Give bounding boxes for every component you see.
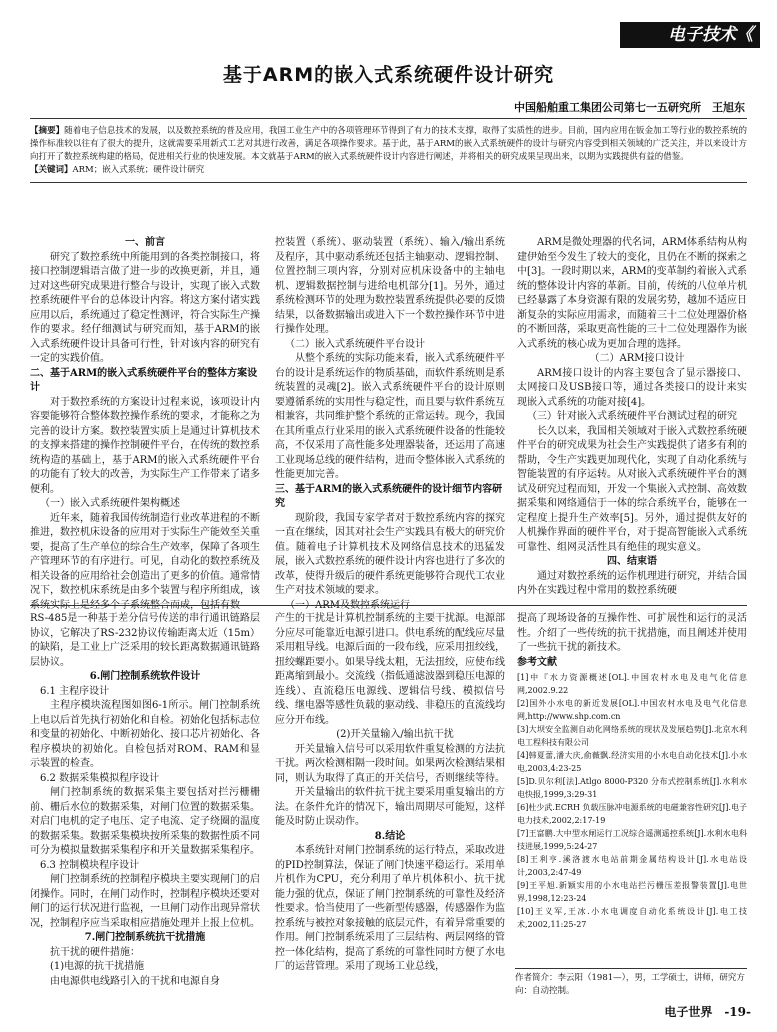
section-divider [30,605,747,606]
paragraph: 提高了现场设备的互操作性、可扩展性和运行的灵活性。介绍了一些传统的抗干扰措施，而且阐述并使用了一些抗干扰的新技术。 [517,613,747,653]
paragraph: 产生的干扰是计算机控制系统的主要干扰源。电源部分应尽可能靠近电源引进口。供电系统的配线应尽量采用粗导线。电源后面的一段布线，应采用扭绞线，扭绞螺距要小。如果导线太粗，无法扭绞，应使布线距离缩到最小。交流线（指低通滤波器到稳压电源的连线）、直流稳压电源线、逻辑信号线、模拟信号线、继电器等感性负载的驱动线、非稳压的直流线均应分开布线。 [275,613,505,726]
subsection-heading: 6.3 控制模块程序设计 [40,859,140,871]
reference-item: [2]国外小水电的新近发展[OL].中国农村水电及电气化信息网,http://www.shp.com.cn [517,698,747,721]
subsection-heading: 6.2 数据采集模拟程序设计 [40,772,160,784]
column-6 [517,612,747,931]
paragraph: ARM接口设计的内容主要包含了显示器接口、太网接口及USB接口等，通过各类接口的设计来实现嵌入式系统的功能对接[4]。 [517,367,747,408]
subsection-heading: （一）嵌入式系统硬件架构概述 [40,498,180,509]
reference-item: [4]韩夏蕾,潘大庆,俞薇飘.经济实用的小水电自动化技术[J].小水电,2003,4:23-25 [517,750,747,773]
section-heading: 四、结束语 [607,556,657,567]
column-4 [30,612,260,989]
article-byline: 中国船舶重工集团公司第七一五研究所 王旭东 [514,101,745,114]
subsection-heading: (2)开关量输入/输出抗干扰 [336,729,454,740]
paragraph: 研究了数控系统中所能用到的各类控制接口，将接口控制逻辑语言做了进一步的改换更新，并且，通过对这些研究成果进行整合与设计，实现了嵌入式数控系统硬件平台的总体设计内容。将这方案付诸实践应用以后，系统通过了稳定性测评，符合实际生产操作的要求。经仔细测试与研究而知，基于ARM的嵌入式系统硬件设计具备可行性，针对该内容的研究有一定的实践价值。 [30,251,260,364]
page-footer: 电子世界 -19- [664,1005,751,1019]
section-heading: 6.闸门控制系统软件设计 [89,671,201,682]
subsection-heading: 6.1 主程序设计 [40,685,110,697]
section-heading: 三、基于ARM的嵌入式系统硬件的设计细节内容研究 [275,483,503,509]
paragraph: 现阶段，我国专家学者对于数控系统内容的探究一直在继续，因其对社会生产实践具有极大的研究价值。随着电子计算机技术及网络信息技术的迅猛发展，嵌入式数控系统的硬件设计内容也进行了多次的改革，使得升级后的硬件系统更能够符合现代工农业生产对技术领域的要求。 [275,512,505,596]
reference-item: [8]王利亨.溪洛渡水电站前期金属结构设计[J].水电站设计,2003,2:47-49 [517,854,747,877]
author-note: 作者简介：李云阳（1981—），男，工学硕士，讲师，研究方向：自动控制。 [515,968,747,998]
column-3 [517,236,747,599]
paragraph: 控装置（系统）、驱动装置（系统）、输入/输出系统及程序，其中驱动系统还包括主轴驱动、逻辑控制、位置控制三项内容，分别对应机床设备中的主轴电机、逻辑数据控制与进给电机部分[1]。另外，通过系统检测环节的处理为数控装置系统提供必要的反馈结果，以备数据输出或进入下一个数控操作环节中进行操作处理。 [275,237,505,335]
abstract-text: 随着电子信息技术的发展，以及数控系统的普及应用，我国工业生产中的各项管理环节得到了有力的技术支撑，取得了实质性的进步。目前，国内应用在钣金加工等行业的数控系统的操作标准较以往有了很大的提升，这就需要采用新式工艺对其进行改善，满足各项操作要求。基于此，基于ARM的嵌入式系统硬件的设计与研究内容受到相关领域的广泛关注，并以来设计方向打开了数控系统构建的格局，促进相关行业的快速发展。本文就基于ARM的嵌入式系统硬件设计内容进行阐述，并将相关的研究成果呈现出来，以期为实践提供有益的借鉴。 [30,126,747,162]
section-heading: 二、基于ARM的嵌入式系统硬件平台的整体方案设计 [30,367,258,393]
paragraph: 抗干扰的硬件措施： [50,946,140,958]
paragraph: 从整个系统的实际功能来看，嵌入式系统硬件平台的设计是系统运作的物质基础，而软件系统则是系统装置的灵魂[2]。嵌入式系统硬件平台的设计原则要遵循系统的实用性与稳定性，而且要与软件系统互相兼容，共同维护整个系统的正常运转。现今，我国在其所重点行业采用的嵌入式系统硬件设备的性能较高，不仅采用了高性能多处理器装备，还运用了高速工业现场总线的硬件结构，进而令整体嵌入式系统的性能更加完善。 [275,353,505,480]
subsection-heading: （二）ARM接口设计 [589,353,685,364]
paragraph: 本系统针对闸门控制系统的运行特点，采取改进的PID控制算法，保证了闸门快速平稳运行。采用单片机作为CPU，充分利用了单片机体积小、抗干扰能力强的优点，保证了闸门控制系统的可靠性及经济性要求。恰当使用了一些新型传感器，传感器作为监控系统与被控对象接触的底层元件，有着异常重要的作用。闸门控制系统采用了三层结构、两层网络的管控一体化结构，提高了系统的可靠性同时方便了水电厂的运营管理。采用了现场工业总线， [275,845,505,972]
section-heading: 7.闸门控制系统抗干扰措施 [84,932,206,943]
paragraph: 长久以来，我国相关领域对于嵌入式数控系统硬件平台的研究成果为社会生产实践提供了诸多有利的帮助，令生产实践更加现代化，实现了自动化系统与智能装置的有序运转。从对嵌入式系统硬件平台的测试及研究过程而知，开发一个集嵌入式控制、高效数据采集和网络通信于一体的综合系统平台，能够在一定程度上提升生产效率[5]。另外，通过提供友好的人机操作界面的硬件平台，对于提高智能嵌入式系统可靠性、组网灵活性具有绝佳的现实意义。 [517,425,747,553]
paragraph: ARM是微处理器的代名词，ARM体系结构从构建伊始至今发生了较大的变化，且仍在不断的探索之中[3]。一段时期以来，ARM的变革制约着嵌入式系统的整体设计内容的革新。目前，传统的八位单片机已经暴露了本身资源有限的发展劣势，越加不适应日渐复杂的实际应用需求，而随着三十二位处理器价格的不断回落，采取更高性能的三十二位处理器作为嵌入式系统的核心成为更加合理的选择。 [517,237,747,350]
paragraph: 开关量输入信号可以采用软件重复检测的方法抗干扰。两次检测相隔一段时间。如果两次检测结果相同，则认为取得了真正的开关信号，否则继续等待。 [275,743,505,784]
references [517,656,747,931]
reference-item: [5]D.贝尔利[法].Atlgo 8000-P320 分布式控制系统[J].水利水电快报,1999,3:29-31 [517,776,747,799]
paragraph: 近年来，随着我国传统制造行业改革进程的不断推进，数控机床设备的应用对于实际生产能效至关重要，提高了生产单位的综合生产效率，保障了各项生产管理环节的有序进行。可见，自动化的数控系统及相关设备的应用给社会创造出了更多的价值。通常情况下，数控机床系统是由多个装置与程序所组成，该系统实际上是经多个子系统整合而成，包括有数 [30,512,260,611]
paragraph: 由电源供电线路引入的干扰和电源自身 [50,975,220,987]
paragraph: 闸门控制系统的控制程序模块主要实现闸门的启闭操作。同时，在闸门动作时，控制程序模块还要对闸门的运行状况进行监视，一旦闸门动作出现异常状况，控制程序应当采取相应措施处理并上报上位机。 [30,874,260,929]
keywords-text: ARM；嵌入式系统；硬件设计研究 [72,165,205,175]
paragraph: (1)电源的抗干扰措施 [50,961,145,972]
paragraph: RS-485是一种基于差分信号传送的串行通讯链路层协议，它解决了RS-232协议传输距离太近（15m）的缺陷，是工业上广泛采用的较长距离数据通讯链路层协议。 [30,613,260,668]
reference-item: [6]杜少武.ECRH 负载压脉冲电源系统的电磁兼容性研究[J].电子电力技术,2002,2:17-19 [517,802,747,825]
abstract [30,118,747,183]
column-1 [30,236,260,613]
references-title: 参考文献 [517,656,557,668]
reference-item: [9]王平旭.新颖实用的小水电站拦污栅压差报警装置[J].电世界,1998,12:23-24 [517,880,747,903]
article-title: 基于ARM的嵌入式系统硬件设计研究 [222,64,555,86]
paragraph: 通过对数控系统的运作机理进行研究，并结合国内外在实践过程中常用的数控系统硬 [517,570,747,596]
paragraph: 主程序模块流程图如图6-1所示。闸门控制系统上电以后首先执行初始化和自检。初始化包括标志位和变量的初始化、中断初始化、接口芯片初始化、各程序模块的初始化。自检包括对ROM、RAM和显示装置的检查。 [30,700,260,769]
paragraph: 闸门控制系统的数据采集主要包括对拦污栅栅前、栅后水位的数据采集，对闸门位置的数据采集。对启门电机的定子电压、定子电流、定子绕圈的温度的数据采集。数据采集模块按所采集的数据性质不同可分为模拟量数据采集程序和开关量数据采集程序。 [30,787,260,856]
column-2 [275,236,505,613]
subsection-heading: （二）嵌入式系统硬件平台设计 [285,338,425,350]
column-5 [275,612,505,975]
section-heading: 一、前言 [125,237,165,248]
paragraph: 开关量输出的软件抗干扰主要采用重复输出的方法。在条件允许的情况下，输出周期尽可能短，这样能及时防止误动作。 [275,787,505,827]
reference-item: [3]大坝安全监测自动化网络系统的现状及发展趋势[J].北京水利电工程科技有限公司 [517,724,747,747]
reference-item: [10]王义军,王冰.小水电调度自动化系统设计[J].电工技术,2002,11:25-27 [517,906,747,929]
reference-item: [7]王富鹏.大中型水闸运行工况综合遥测遥控系统[J].水利水电科技进展,1999,5:24-27 [517,828,747,851]
keywords-label: 【关键词】 [30,165,73,175]
section-header: 电子技术《 [668,25,753,45]
abstract-label: 【摘要】 [30,126,65,136]
reference-item: [1]中『水力资源概述[OL].中国农村水电及电气化信息网,2002.9.22 [517,672,747,695]
paragraph: 对于数控系统的方案设计过程来说，该项设计内容要能够符合整体数控操作系统的要求，才能称之为完善的设计方案。数控装置实质上是通过计算机技术的支撑来搭建的操作控制硬件平台，在传统的数控系统构造的基础上，基于ARM的嵌入式系统硬件平台的功能有了较大的改善，为实际生产工作带来了诸多便利。 [30,396,260,495]
subsection-heading: （三）针对嵌入式系统硬件平台测试过程的研究 [527,411,737,422]
section-heading: 8.结论 [374,830,406,842]
subsection-heading: （一）ARM及数控系统运行 [285,599,410,611]
